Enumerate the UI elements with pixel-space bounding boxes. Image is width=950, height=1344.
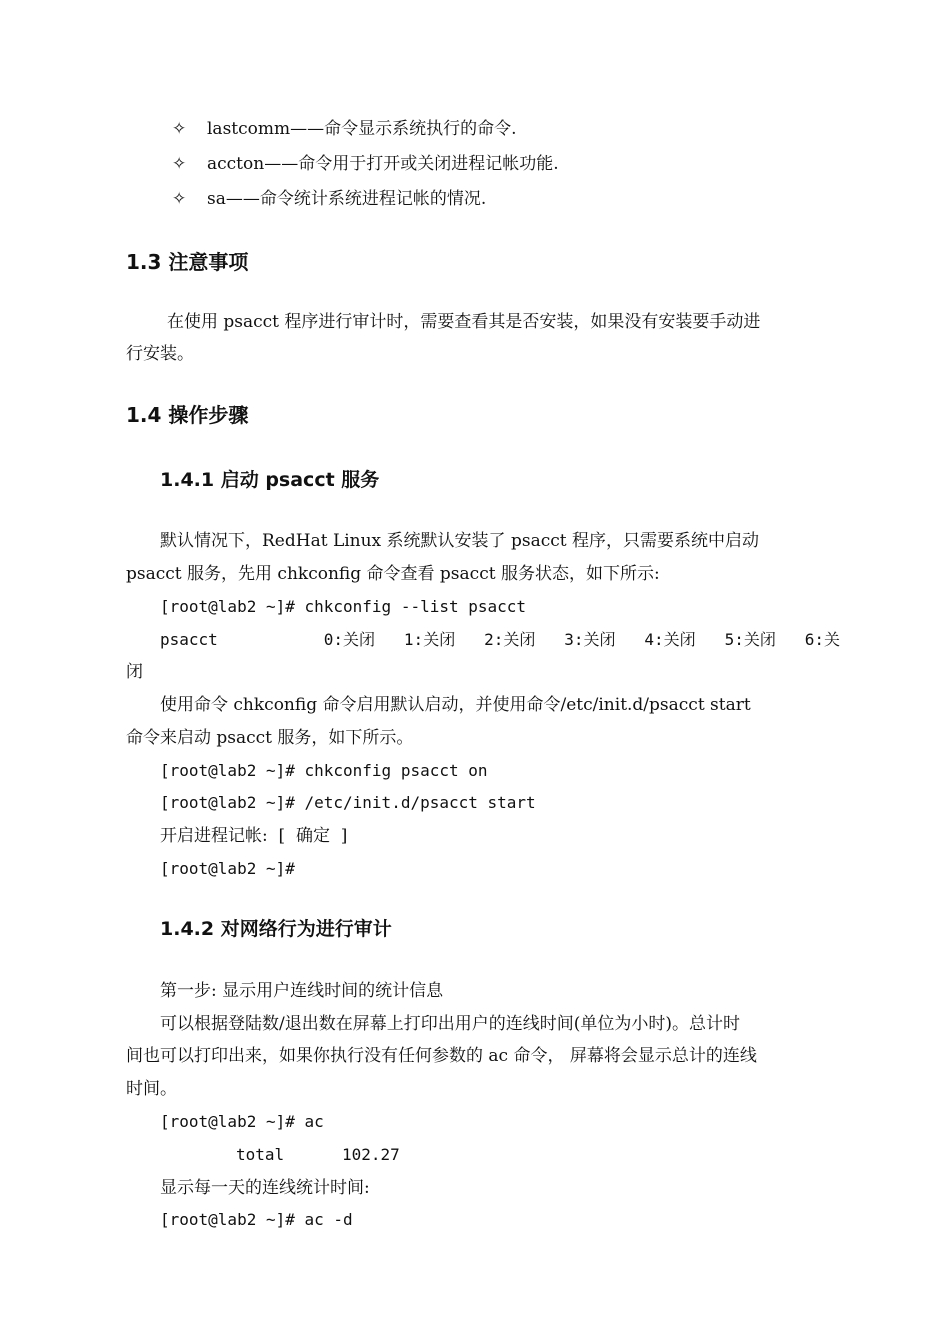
paragraph: 显示每一天的连线统计时间:: [160, 1178, 370, 1198]
paragraph: 命令来启动 psacct 服务，如下所示。: [126, 728, 414, 748]
bullet-text: accton——命令用于打开或关闭进程记帐功能.: [207, 154, 559, 174]
subsection-heading-1-4-1: 1.4.1 启动 psacct 服务: [160, 469, 380, 491]
step-label: 第一步: 显示用户连线时间的统计信息: [160, 981, 444, 1001]
command-line: [root@lab2 ~]# /etc/init.d/psacct start: [160, 793, 536, 812]
bullet-icon: ✧: [172, 154, 187, 174]
command-line: [root@lab2 ~]# chkconfig --list psacct: [160, 597, 527, 616]
paragraph: 使用命令 chkconfig 命令启用默认启动，并使用命令/etc/init.d/psacct start: [160, 695, 751, 715]
command-output: 开启进程记帐: [ 确定 ]: [160, 826, 348, 846]
command-output: 闭: [126, 662, 143, 682]
subsection-heading-1-4-2: 1.4.2 对网络行为进行审计: [160, 918, 392, 940]
command-line: [root@lab2 ~]#: [160, 859, 295, 878]
bullet-text: sa——命令统计系统进程记帐的情况.: [207, 189, 487, 209]
paragraph: 时间。: [126, 1079, 177, 1099]
command-line: [root@lab2 ~]# chkconfig psacct on: [160, 761, 488, 780]
command-output: total 102.27: [236, 1145, 400, 1164]
paragraph: 间也可以打印出来，如果你执行没有任何参数的 ac 命令， 屏幕将会显示总计的连线: [126, 1046, 757, 1066]
paragraph: 默认情况下，RedHat Linux 系统默认安装了 psacct 程序，只需要系统中启动: [160, 531, 759, 551]
command-line: [root@lab2 ~]# ac -d: [160, 1210, 353, 1229]
paragraph: 在使用 psacct 程序进行审计时，需要查看其是否安装，如果没有安装要手动进: [167, 312, 761, 332]
section-heading-1-4: 1.4 操作步骤: [126, 403, 249, 427]
bullet-icon: ✧: [172, 119, 187, 139]
paragraph: 行安装。: [126, 344, 194, 364]
bullet-text: lastcomm——命令显示系统执行的命令.: [207, 119, 517, 139]
paragraph: psacct 服务，先用 chkconfig 命令查看 psacct 服务状态，如下所示:: [126, 564, 660, 584]
paragraph: 可以根据登陆数/退出数在屏幕上打印出用户的连线时间(单位为小时)。总计时: [160, 1014, 740, 1034]
command-output: psacct 0:关闭 1:关闭 2:关闭 3:关闭 4:关闭 5:关闭 6:关: [160, 630, 841, 649]
command-line: [root@lab2 ~]# ac: [160, 1112, 324, 1131]
bullet-icon: ✧: [172, 189, 187, 209]
section-heading-1-3: 1.3 注意事项: [126, 250, 249, 274]
